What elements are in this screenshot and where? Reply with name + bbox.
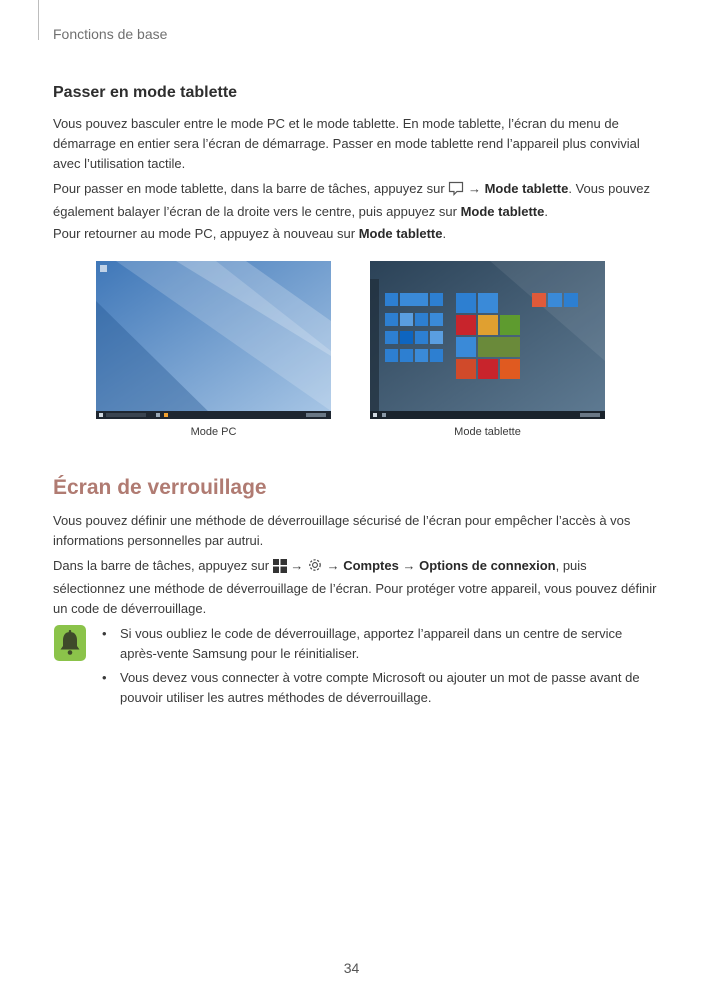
text-segment: Pour passer en mode tablette, dans la barre de tâches, appuyez sur bbox=[53, 181, 445, 196]
lock-intro-paragraph: Vous pouvez définir une méthode de déverrouillage sécurisé de l’écran pour empêcher l’accès à vos informations personnelles par autrui. bbox=[53, 513, 631, 548]
page-number: 34 bbox=[343, 960, 360, 976]
text-segment: Pour retourner au mode PC, appuyez à nouveau sur bbox=[53, 226, 356, 241]
tablet-mode-heading: Passer en mode tablette bbox=[53, 84, 238, 101]
list-item bbox=[100, 624, 660, 664]
tablet-intro-paragraph: Vous pouvez basculer entre le mode PC et le mode tablette. En mode tablette, l’écran du menu de démarrage en entier sera l’écran de démarrage. Passer en mode tablette rend l’appareil plus convivial avec l’utilisation tactile. bbox=[53, 116, 640, 171]
arrow: → bbox=[290, 558, 304, 573]
tablet-mode-screenshot bbox=[370, 261, 605, 419]
arrow: → bbox=[326, 558, 340, 573]
action-center-icon bbox=[448, 181, 464, 202]
lock-steps-paragraph bbox=[53, 556, 658, 619]
arrow: → bbox=[402, 558, 416, 573]
bullet-glyph: • bbox=[102, 626, 107, 641]
header-divider bbox=[38, 0, 39, 40]
accounts-label: Comptes bbox=[343, 558, 399, 573]
note-text: Si vous oubliez le code de déverrouillage, apportez l’appareil dans un centre de service après-vente Samsung pour le réinitialiser. bbox=[120, 626, 623, 661]
lock-screen-heading: Écran de verrouillage bbox=[53, 476, 267, 499]
windows-start-icon bbox=[273, 559, 287, 579]
bullet-glyph: • bbox=[102, 670, 107, 685]
tablet-mode-label: Mode tablette bbox=[484, 181, 569, 196]
tablet-mode-caption: Mode tablette bbox=[454, 426, 521, 438]
settings-gear-icon bbox=[307, 557, 323, 579]
text-segment: , puis sélectionnez une méthode de déverrouillage de l’écran. Pour protéger votre appareil, vous pouvez définir un code de déverrouillage. bbox=[53, 558, 657, 616]
note-bell-icon bbox=[53, 624, 87, 662]
list-item bbox=[100, 668, 660, 708]
tablet-return-paragraph bbox=[53, 224, 658, 244]
text-segment: . bbox=[442, 226, 447, 241]
tablet-switch-paragraph bbox=[53, 179, 658, 222]
pc-mode-caption: Mode PC bbox=[190, 426, 237, 438]
text-segment: . Vous pouvez également balayer l’écran de la droite vers le centre, puis appuyez sur bbox=[53, 181, 651, 219]
section-label: Fonctions de base bbox=[53, 26, 168, 42]
lock-notes-list bbox=[100, 624, 660, 712]
text-segment: . bbox=[544, 204, 548, 219]
arrow: → bbox=[467, 181, 481, 196]
pc-mode-screenshot bbox=[96, 261, 331, 419]
text-segment: Dans la barre de tâches, appuyez sur bbox=[53, 558, 270, 573]
tablet-mode-label: Mode tablette bbox=[460, 204, 545, 219]
tablet-mode-label: Mode tablette bbox=[358, 226, 443, 241]
note-text: Vous devez vous connecter à votre compte Microsoft ou ajouter un mot de passe avant de pouvoir utiliser les autres méthodes de déverrouillage. bbox=[120, 670, 640, 705]
sign-in-options-label: Options de connexion bbox=[419, 558, 556, 573]
